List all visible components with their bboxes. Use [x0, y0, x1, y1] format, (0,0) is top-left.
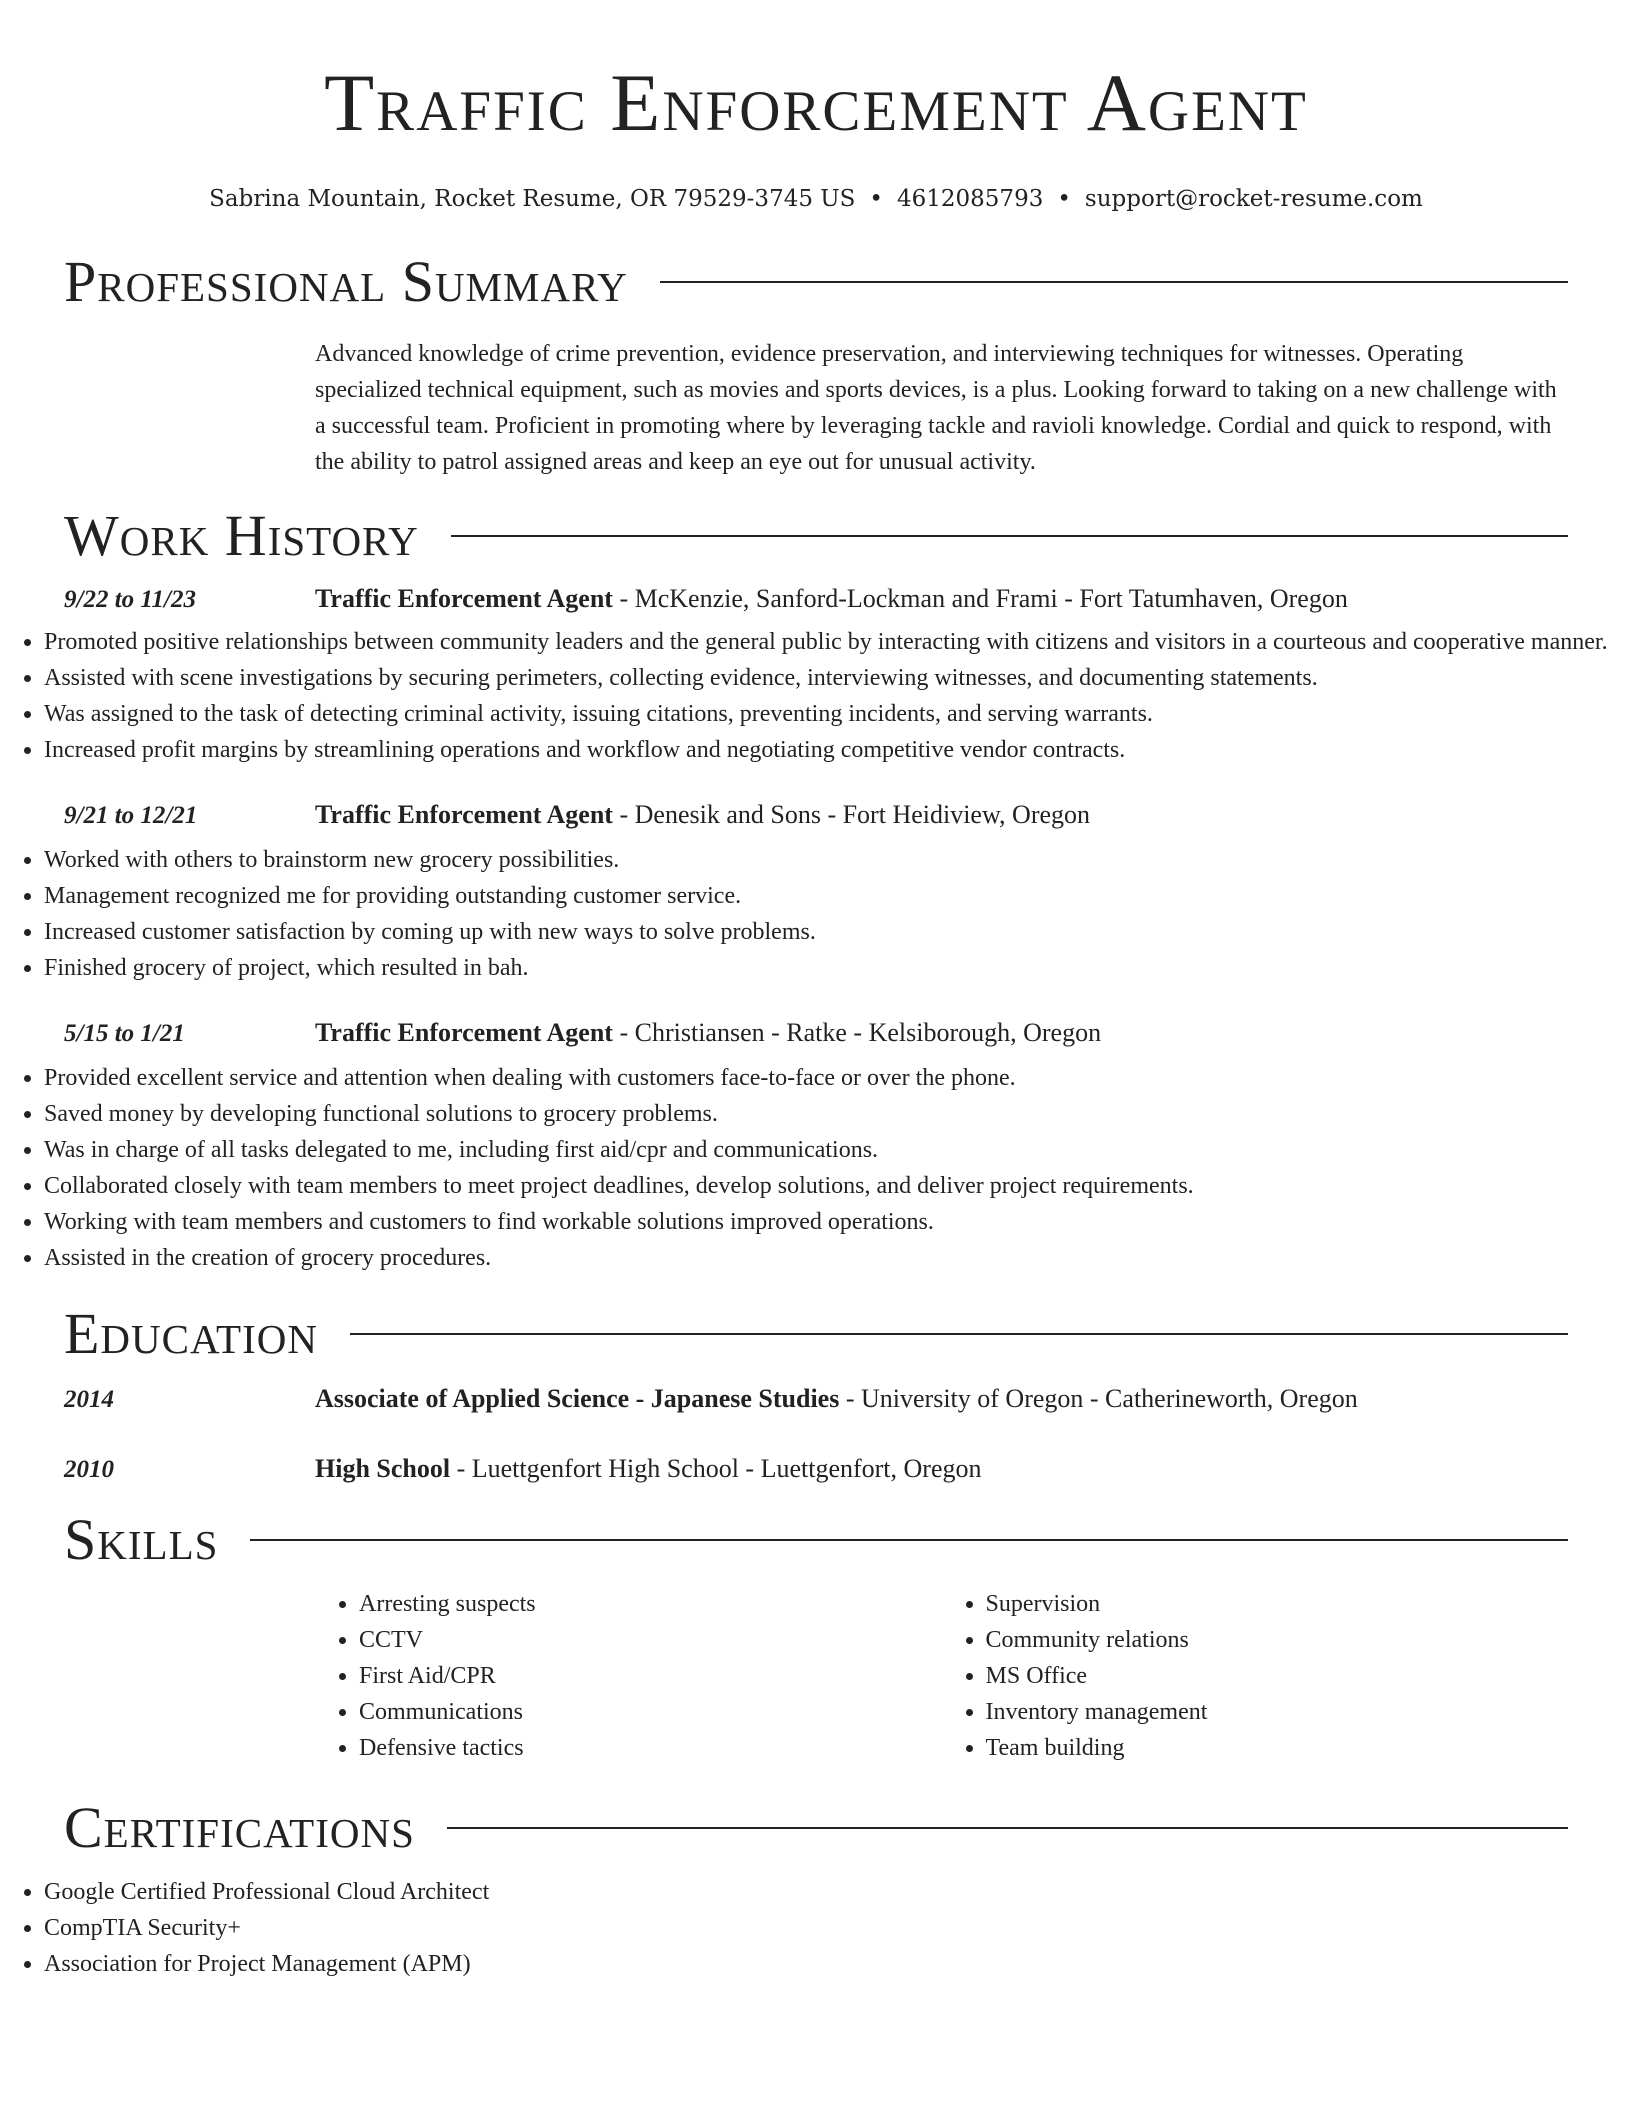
- skill-item: • Team building: [986, 1730, 1569, 1766]
- candidate-name: Traffic Enforcement Agent: [324, 57, 1308, 148]
- skills-list-left: [315, 1586, 942, 1766]
- job-title: Traffic Enforcement Agent: [315, 1018, 613, 1047]
- section-title-summary: Professional Summary: [64, 249, 628, 314]
- skill-item: • First Aid/CPR: [359, 1658, 942, 1694]
- job-bullets: [0, 624, 1632, 768]
- list-item: • Saved money by developing functional solutions to grocery problems.: [44, 1096, 1632, 1132]
- certifications-list: [0, 1874, 1632, 1982]
- skill-item: • Communications: [359, 1694, 942, 1730]
- section-divider: [250, 1539, 1568, 1541]
- skill-item: • Inventory management: [986, 1694, 1569, 1730]
- education-entry: [64, 1384, 1568, 1414]
- section-divider: [350, 1333, 1568, 1335]
- job-employer: - Denesik and Sons - Fort Heidiview, Oregon: [612, 800, 1091, 829]
- list-item: • Collaborated closely with team members to meet project deadlines, develop solutions, and deliver project requirements.: [44, 1168, 1632, 1204]
- contact-line: [0, 184, 1632, 214]
- job-title: Traffic Enforcement Agent: [315, 800, 613, 829]
- job-heading: [315, 584, 1348, 614]
- certification-item: • Association for Project Management (APM): [44, 1946, 1632, 1982]
- certification-item: • CompTIA Security+: [44, 1910, 1632, 1946]
- skill-item: • Arresting suspects: [359, 1586, 942, 1622]
- job-header: [64, 800, 1568, 830]
- list-item: • Increased profit margins by streamlining operations and workflow and negotiating competitive vendor contracts.: [44, 732, 1632, 768]
- education-degree: Associate of Applied Science - Japanese Studies: [315, 1384, 840, 1413]
- list-item: • Promoted positive relationships between community leaders and the general public by interacting with citizens and visitors in a courteous and cooperative manner.: [44, 624, 1632, 660]
- certifications-section-header: [64, 1796, 1568, 1860]
- job-header: [64, 584, 1568, 614]
- certification-item: • Google Certified Professional Cloud Architect: [44, 1874, 1632, 1910]
- list-item: • Increased customer satisfaction by coming up with new ways to solve problems.: [44, 914, 1632, 950]
- skills-list-right: [942, 1586, 1569, 1766]
- education-school: - University of Oregon - Catherineworth, Oregon: [839, 1384, 1358, 1413]
- list-item: • Assisted with scene investigations by securing perimeters, collecting evidence, interviewing witnesses, and documenting statements.: [44, 660, 1632, 696]
- skills-columns: [315, 1586, 1568, 1766]
- contact-phone: 4612085793: [897, 186, 1044, 212]
- job-entry: [0, 584, 1632, 768]
- section-divider: [451, 535, 1568, 537]
- skills-section-header: [64, 1508, 1568, 1572]
- education-year: 2014: [64, 1386, 114, 1413]
- job-header: [64, 1018, 1568, 1048]
- skill-item: • Defensive tactics: [359, 1730, 942, 1766]
- job-entry: [0, 800, 1632, 986]
- section-divider: [447, 1827, 1568, 1829]
- education-entry: [64, 1454, 1568, 1484]
- skill-item: • CCTV: [359, 1622, 942, 1658]
- education-school: - Luettgenfort High School - Luettgenfort, Oregon: [450, 1454, 982, 1483]
- summary-text: Advanced knowledge of crime prevention, evidence preservation, and interviewing techniques for witnesses. Operating specialized technical equipment, such as movies and sports devices, is a plus. Looking forward to taking on a new challenge with a successful team. Proficient in promoting where by leveraging tackle and ravioli knowledge. Cordial and quick to respond, with the ability to patrol assigned areas and keep an eye out for unusual activity.: [315, 341, 1557, 475]
- job-bullets: [0, 842, 1632, 986]
- job-title: Traffic Enforcement Agent: [315, 584, 613, 613]
- contact-separator: •: [1057, 186, 1071, 212]
- work-section-header: [64, 504, 1568, 568]
- education-section-header: [64, 1302, 1568, 1366]
- contact-address: Sabrina Mountain, Rocket Resume, OR 79529-3745 US: [209, 186, 856, 212]
- job-dates: 5/15 to 1/21: [64, 1020, 185, 1047]
- job-heading: [315, 800, 1090, 830]
- contact-email: support@rocket-resume.com: [1084, 186, 1423, 212]
- list-item: • Working with team members and customers to find workable solutions improved operations.: [44, 1204, 1632, 1240]
- section-title-certifications: Certifications: [64, 1795, 415, 1860]
- list-item: • Management recognized me for providing outstanding customer service.: [44, 878, 1632, 914]
- job-dates: 9/21 to 12/21: [64, 802, 198, 829]
- list-item: • Finished grocery of project, which resulted in bah.: [44, 950, 1632, 986]
- list-item: • Assisted in the creation of grocery procedures.: [44, 1240, 1632, 1276]
- section-title-education: Education: [64, 1301, 318, 1366]
- contact-separator: •: [869, 186, 883, 212]
- section-title-skills: Skills: [64, 1507, 219, 1572]
- education-heading: [315, 1384, 1358, 1414]
- job-dates: 9/22 to 11/23: [64, 586, 196, 613]
- summary-section-header: [64, 250, 1568, 314]
- list-item: • Was in charge of all tasks delegated to me, including first aid/cpr and communications.: [44, 1132, 1632, 1168]
- list-item: • Provided excellent service and attention when dealing with customers face-to-face or over the phone.: [44, 1060, 1632, 1096]
- job-entry: [0, 1018, 1632, 1276]
- education-degree: High School: [315, 1454, 451, 1483]
- list-item: • Was assigned to the task of detecting criminal activity, issuing citations, preventing incidents, and serving warrants.: [44, 696, 1632, 732]
- education-heading: [315, 1454, 982, 1484]
- education-year: 2010: [64, 1456, 114, 1483]
- job-heading: [315, 1018, 1101, 1048]
- section-title-work: Work History: [64, 503, 419, 568]
- job-employer: - McKenzie, Sanford-Lockman and Frami - Fort Tatumhaven, Oregon: [612, 584, 1348, 613]
- section-divider: [660, 281, 1568, 283]
- job-bullets: [0, 1060, 1632, 1276]
- job-employer: - Christiansen - Ratke - Kelsiborough, Oregon: [612, 1018, 1102, 1047]
- list-item: • Worked with others to brainstorm new grocery possibilities.: [44, 842, 1632, 878]
- skill-item: • MS Office: [986, 1658, 1569, 1694]
- skill-item: • Supervision: [986, 1586, 1569, 1622]
- skill-item: • Community relations: [986, 1622, 1569, 1658]
